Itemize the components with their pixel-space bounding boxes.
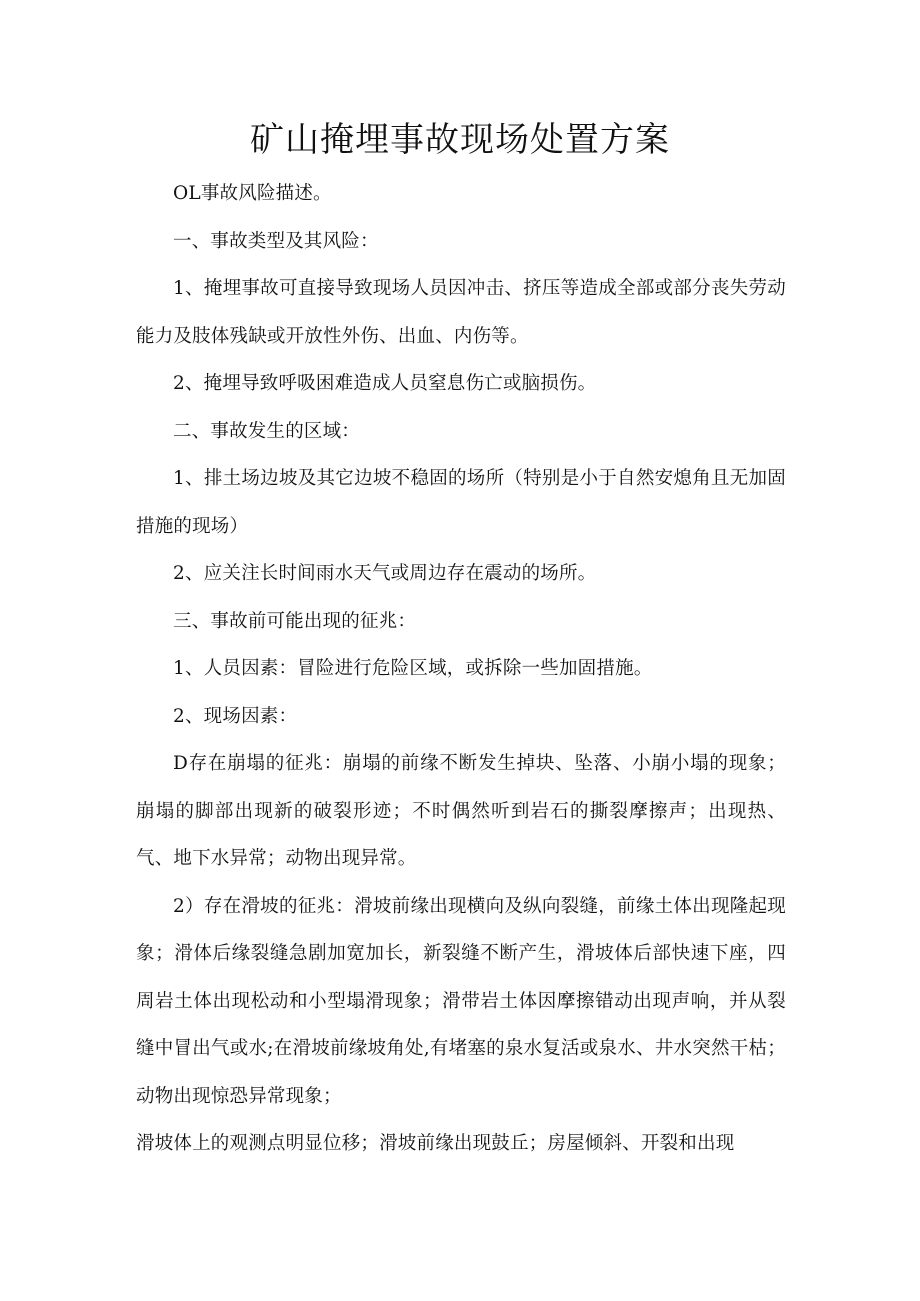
paragraph-precursor-personnel: 1、人员因素：冒险进行危险区域，或拆除一些加固措施。 (173, 658, 653, 679)
paragraph-area-2: 2、应关注长时间雨水天气或周边存在震动的场所。 (173, 563, 597, 584)
paragraph-type-1: 1、掩埋事故可直接导致现场人员因冲击、挤压等造成全部或部分丧失劳动能力及肢体残缺或开放性外伤、出血、内伤等。 (136, 278, 786, 347)
paragraph-precursor-site: 2、现场因素： (173, 705, 298, 727)
heading-accident-areas: 二、事故发生的区域： (173, 420, 361, 442)
paragraph-type-2: 2、掩埋导致呼吸困难造成人员窒息伤亡或脑损伤。 (173, 373, 597, 394)
document-title: 矿山掩埋事故现场处置方案 (250, 120, 670, 160)
document-body (136, 170, 786, 1168)
heading-accident-types: 一、事故类型及其风险： (173, 230, 379, 252)
paragraph-landslide-signs: 2）存在滑坡的征兆：滑坡前缘出现横向及纵向裂缝，前缘土体出现隆起现象；滑体后缘裂缝急剧加宽加长，新裂缝不断产生，滑坡体后部快速下座，四周岩土体出现松动和小型塌滑现象；滑带岩土体因摩擦错动出现声响，并从裂缝中冒出气或水;在滑坡前缘坡角处,有堵塞的泉水复活或泉水、井水突然干枯；动物出现惊恐异常现象； (136, 895, 786, 1107)
paragraph-landslide-observation: 滑坡体上的观测点明显位移；滑坡前缘出现鼓丘；房屋倾斜、开裂和出现 (136, 1133, 735, 1154)
paragraph-risk-description: OL事故风险描述。 (173, 183, 332, 204)
paragraph-area-1: 1、排土场边坡及其它边坡不稳固的场所（特别是小于自然安熄角且无加固措施的现场） (136, 468, 786, 537)
paragraph-collapse-signs: D存在崩塌的征兆：崩塌的前缘不断发生掉块、坠落、小崩小塌的现象；崩塌的脚部出现新的破裂形迹；不时偶然听到岩石的撕裂摩擦声；出现热、气、地下水异常；动物出现异常。 (136, 753, 786, 869)
heading-precursors: 三、事故前可能出现的征兆： (173, 610, 417, 632)
